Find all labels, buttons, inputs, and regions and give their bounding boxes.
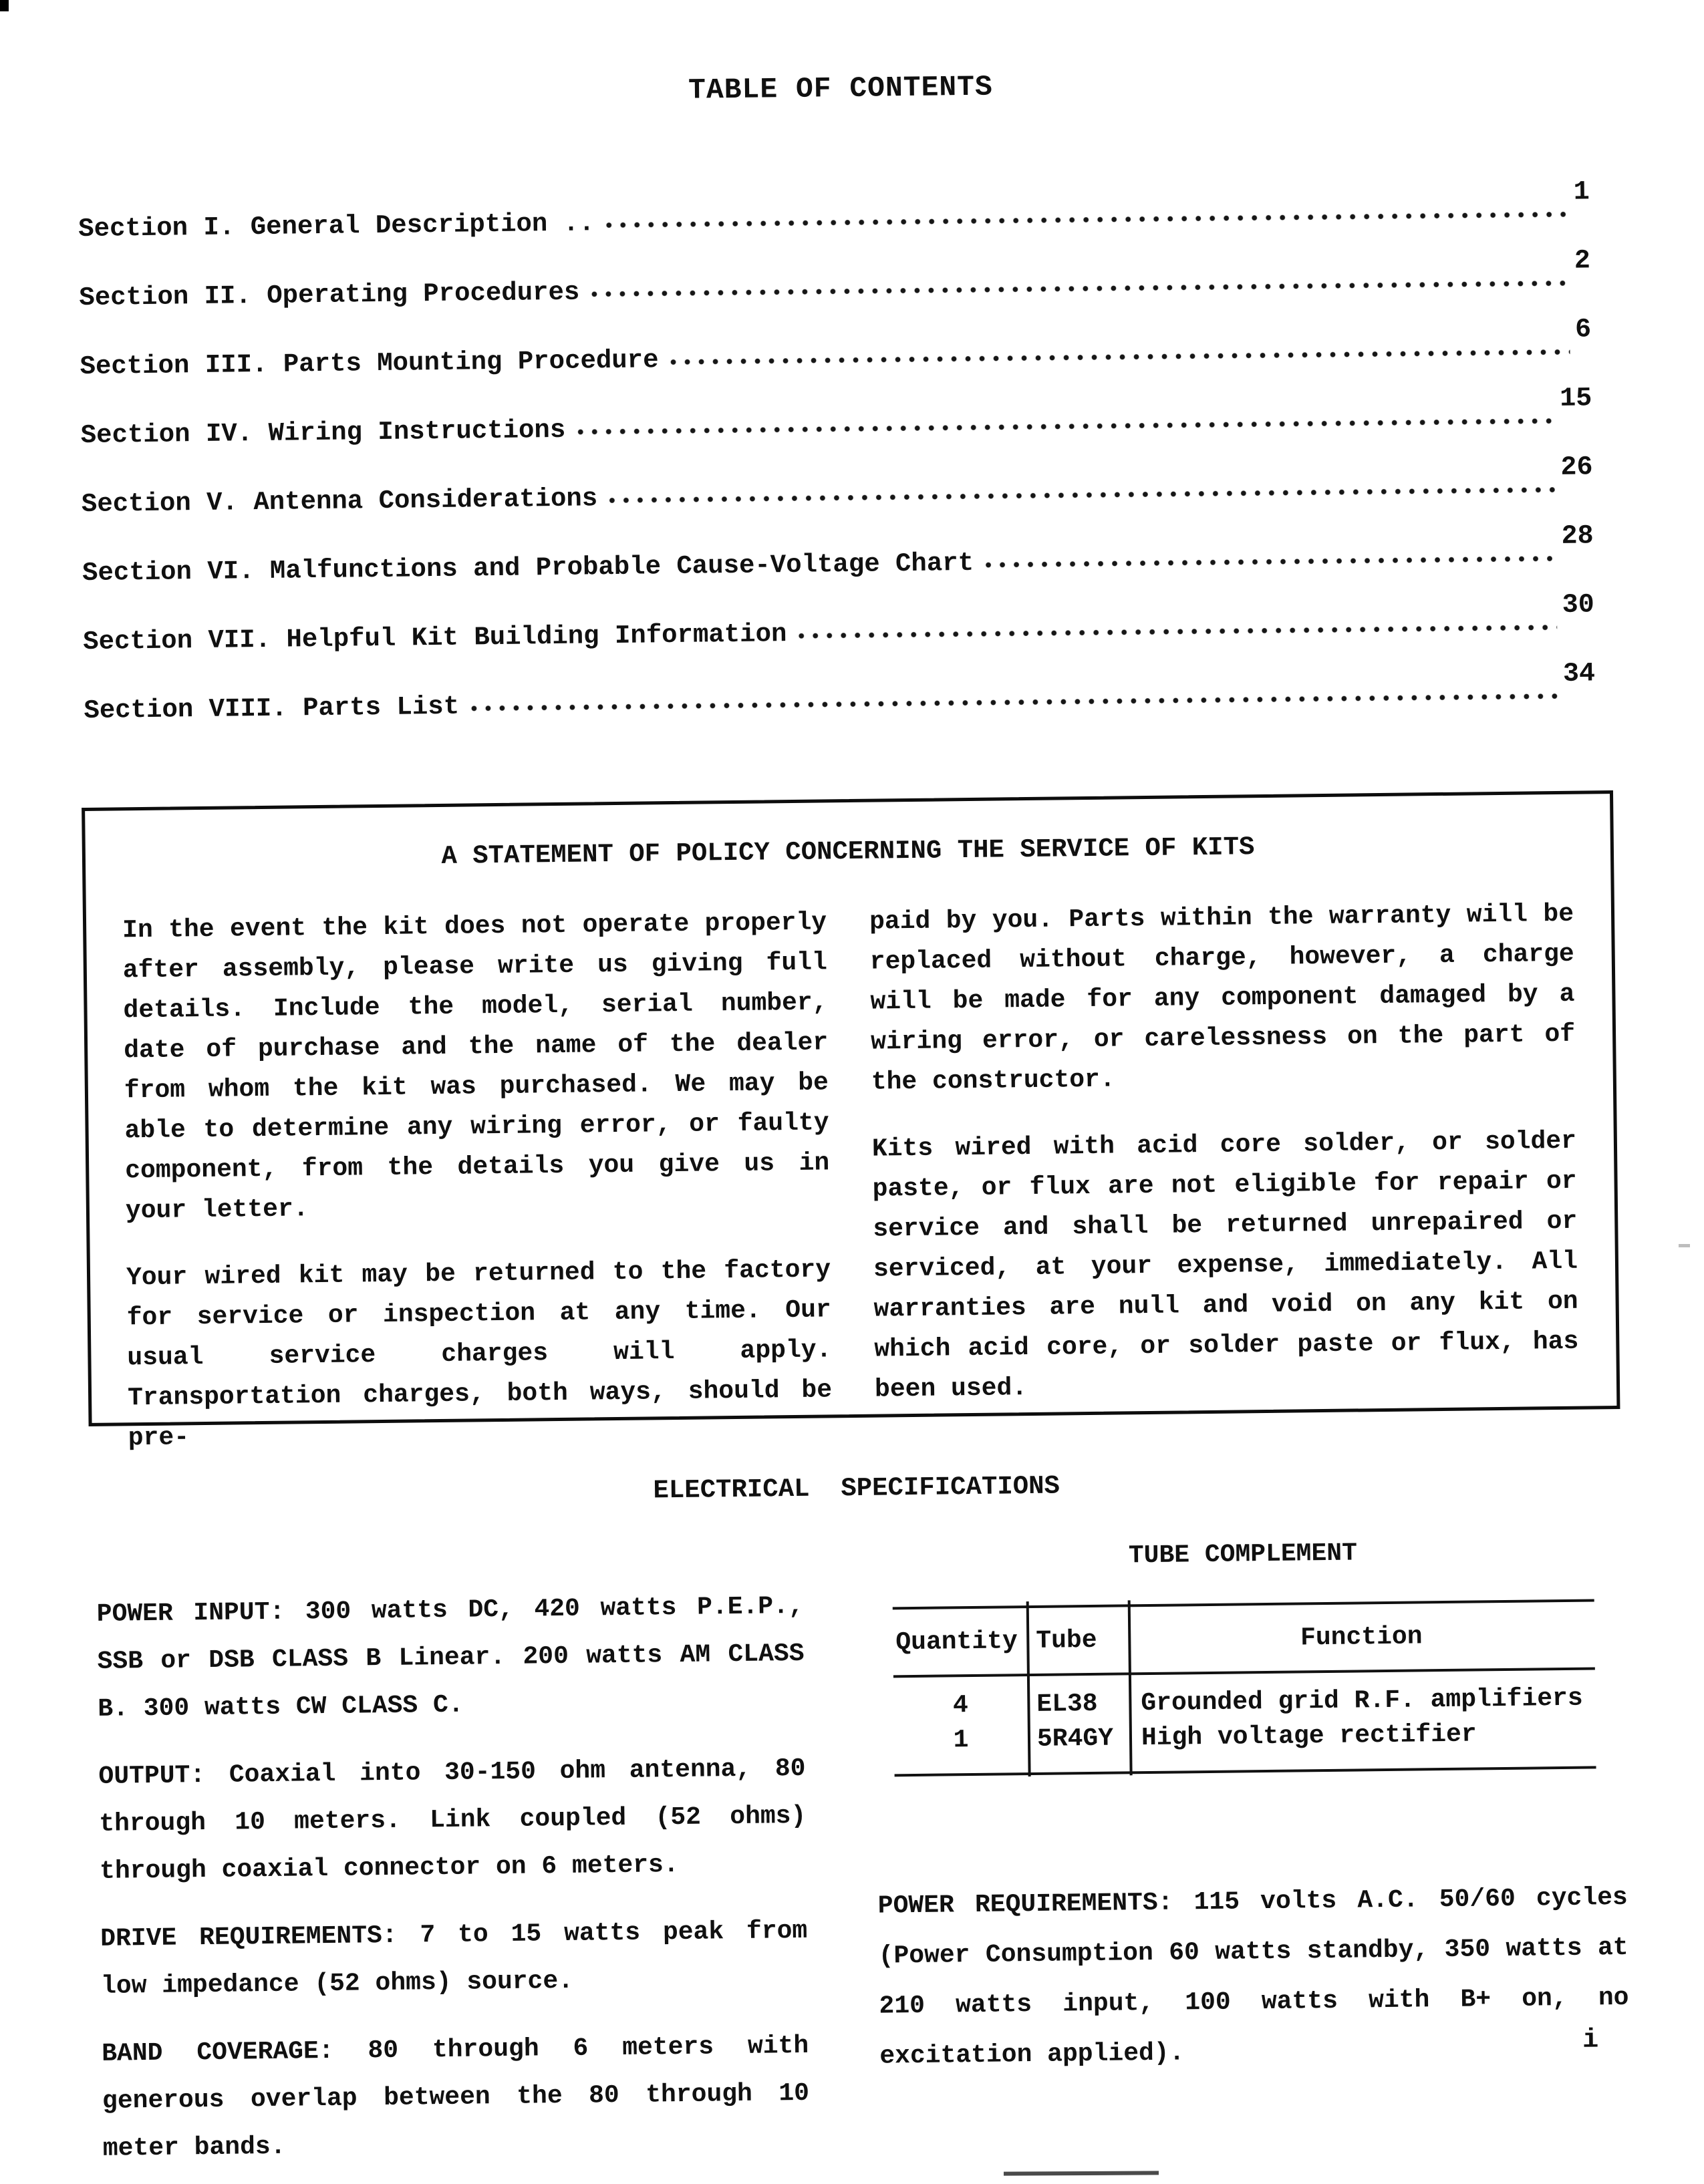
toc-entry-label: Section II. Operating Procedures [79, 277, 580, 313]
toc-page-number: 2 [1574, 246, 1591, 277]
toc-page-number: 34 [1562, 659, 1596, 689]
toc-entry-label: Section I. General Description .. [78, 208, 595, 245]
policy-columns [86, 858, 1617, 1459]
cell-function: High voltage rectifier [1141, 1719, 1477, 1752]
dot-leader [795, 623, 1557, 641]
toc-page-number: 28 [1561, 521, 1594, 552]
scan-artifact-edge-mark [1679, 1244, 1690, 1247]
page-number: i [1582, 2025, 1599, 2056]
dot-leader [573, 417, 1555, 437]
table-row [894, 1715, 1596, 1758]
service-policy-box [82, 790, 1620, 1453]
tube-complement-table [893, 1599, 1596, 1776]
table-header-tube: Tube [1036, 1625, 1097, 1656]
dot-leader [982, 555, 1556, 570]
policy-column-right [869, 895, 1580, 1450]
toc-page-number: 6 [1574, 315, 1592, 345]
table-header-row [893, 1601, 1595, 1678]
toc-entry-label: Section VII. Helpful Kit Building Information [83, 619, 787, 657]
spec-output: OUTPUT: Coaxial into 30-150 ohm antenna, 80 through 10 meters. Link coupled (52 ohms) through coaxial connector on 6 meters. [98, 1754, 807, 1886]
toc-entry-label: Section VIII. Parts List [84, 691, 460, 726]
cell-function: Grounded grid R.F. amplifiers [1141, 1684, 1583, 1718]
toc-entry-label: Section V. Antenna Considerations [81, 484, 598, 520]
tube-complement-heading: TUBE COMPLEMENT [1128, 1539, 1358, 1571]
dot-leader [587, 279, 1569, 299]
table-body [893, 1670, 1596, 1774]
dot-leader [605, 486, 1556, 505]
toc-page-number: 30 [1562, 590, 1595, 621]
toc-page-number: 15 [1560, 383, 1592, 414]
page-title: TABLE OF CONTENTS [688, 70, 994, 107]
table-header-function: Function [1300, 1621, 1423, 1652]
policy-box-title: A STATEMENT OF POLICY CONCERNING THE SERVICE OF KITS [441, 832, 1255, 871]
dot-leader [666, 348, 1570, 367]
table-header-quantity: Quantity [895, 1626, 1018, 1657]
scan-artifact-bottom-line [1004, 2171, 1159, 2175]
toc-page-number: 26 [1560, 452, 1593, 483]
policy-column-left [122, 903, 833, 1458]
scan-artifact-corner [0, 0, 9, 11]
spec-band-coverage: BAND COVERAGE: 80 through 6 meters with generous overlap between the 80 through 10 meter bands. [102, 2031, 810, 2163]
policy-paragraph: In the event the kit does not operate properly after assembly, please write us giving full details. Include the model, serial number, date of purchase and the name of the dealer from whom the kit was purchased. We may be able to determine any wiring error, or faulty component, from the details you give us in your letter. [122, 908, 830, 1226]
toc-page-number: 1 [1573, 177, 1590, 208]
spec-drive-requirements: DRIVE REQUIREMENTS: 7 to 15 watts peak from low impedance (52 ohms) source. [100, 1916, 808, 2001]
cell-tube: EL38 [1036, 1689, 1098, 1719]
spec-power-requirements: POWER REQUIREMENTS: 115 volts A.C. 50/60 cycles (Power Consumption 60 watts standby, 350 watts at 210 watts input, 100 watts with B+ on, no excitation applied). [877, 1883, 1629, 2071]
table-of-contents [78, 177, 1596, 765]
spec-power-input: POWER INPUT: 300 watts DC, 420 watts P.E.P., SSB or DSB CLASS B Linear. 200 watts AM CLASS B. 300 watts CW CLASS C. [96, 1591, 805, 1724]
toc-entry-label: Section IV. Wiring Instructions [80, 415, 566, 451]
toc-entry-label: Section VI. Malfunctions and Probable Cause-Voltage Chart [82, 548, 974, 589]
dot-leader [603, 210, 1569, 230]
policy-paragraph: Your wired kit may be returned to the factory for service or inspection at any time. Our usual service charges will apply. Transportation charges, both ways, should be pre- [126, 1255, 833, 1453]
policy-paragraph: paid by you. Parts within the warranty will be replaced without charge, however, a charge will be made for any component damaged by a wiring error, or carelessness on the part of the constructor. [869, 899, 1576, 1097]
cell-quantity: 1 [953, 1725, 969, 1754]
cell-tube: 5R4GY [1036, 1724, 1114, 1754]
cell-quantity: 4 [952, 1690, 969, 1720]
policy-paragraph: Kits wired with acid core solder, or solder paste, or flux are not eligible for repair or service and shall be returned unrepaired or serviced, at your expense, immediately. All warranties are null and void on any kit on which acid core, or solder paste or flux, has been used. [871, 1126, 1579, 1404]
specs-left-column [96, 1583, 810, 2184]
dot-leader [467, 692, 1558, 714]
electrical-specifications-heading: ELECTRICAL SPECIFICATIONS [653, 1471, 1060, 1506]
toc-entry-label: Section III. Parts Mounting Procedure [80, 345, 659, 382]
